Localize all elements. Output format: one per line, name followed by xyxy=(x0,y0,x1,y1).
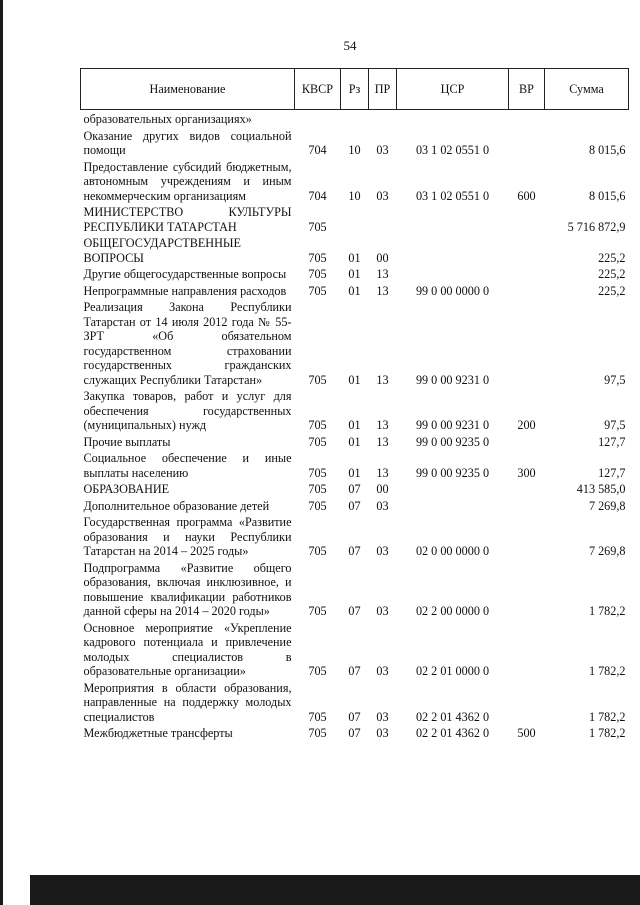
row-csr: 02 0 00 0000 0 xyxy=(415,544,490,558)
row-vr xyxy=(509,127,545,158)
row-kvsr: 705 xyxy=(308,418,327,432)
row-name: Закупка товаров, работ и услуг для обеспечения государственных (муниципальных) нужд xyxy=(83,389,292,432)
header-sum: Сумма xyxy=(545,69,629,110)
row-csr: 99 0 00 0000 0 xyxy=(415,283,490,298)
row-name: Межбюджетные трансферты xyxy=(83,726,233,740)
row-pr: 03 xyxy=(376,726,389,740)
row-kvsr: 705 xyxy=(308,664,327,678)
row-csr: 99 0 00 9231 0 xyxy=(415,372,490,387)
table-row xyxy=(81,127,629,158)
header-kvsr: КВСР xyxy=(295,69,341,110)
row-name: МИНИСТЕРСТВО КУЛЬТУРЫ РЕСПУБЛИКИ ТАТАРСТАН xyxy=(83,205,292,234)
row-pr: 03 xyxy=(376,143,389,157)
table-row xyxy=(81,679,629,725)
row-kvsr: 705 xyxy=(308,250,327,265)
row-vr xyxy=(509,513,545,559)
row-sum: 127,7 xyxy=(598,434,626,449)
row-rz: 07 xyxy=(348,482,361,496)
row-pr: 00 xyxy=(376,250,389,265)
table-header-row xyxy=(81,69,629,110)
row-vr xyxy=(509,203,545,234)
row-vr xyxy=(509,497,545,514)
row-name: Государственная программа «Развитие образования и науки Республики Татарстан на 2014 – 2025 годы» xyxy=(83,515,292,558)
row-pr: 03 xyxy=(376,498,389,513)
scan-bottom-edge xyxy=(30,875,640,905)
row-csr: 02 2 00 0000 0 xyxy=(415,604,490,618)
table-row xyxy=(81,433,629,450)
row-rz: 07 xyxy=(348,498,361,513)
row-rz: 10 xyxy=(348,188,361,203)
row-rz xyxy=(341,110,369,127)
row-sum: 1 782,2 xyxy=(588,709,626,724)
row-pr: 13 xyxy=(376,372,389,387)
row-name: ОБЩЕГОСУДАРСТВЕННЫЕ ВОПРОСЫ xyxy=(83,236,241,265)
row-csr: 03 1 02 0551 0 xyxy=(415,188,490,203)
row-kvsr: 705 xyxy=(308,465,327,480)
row-kvsr: 705 xyxy=(308,482,327,496)
row-sum: 7 269,8 xyxy=(588,544,626,558)
row-pr: 03 xyxy=(376,544,389,558)
row-vr xyxy=(509,282,545,299)
row-name: Реализация Закона Республики Татарстан от 14 июля 2012 года № 55-ЗРТ «Об обязательном государственном страховании государственных гражданских служащих Республики Татарстан» xyxy=(83,300,292,387)
row-sum xyxy=(545,110,629,127)
row-csr: 02 2 01 0000 0 xyxy=(415,664,490,678)
row-vr xyxy=(509,298,545,387)
row-pr: 13 xyxy=(376,283,389,298)
row-sum: 127,7 xyxy=(598,465,626,480)
table-row xyxy=(81,387,629,433)
table-row xyxy=(81,234,629,265)
table-row xyxy=(81,724,629,741)
row-sum: 7 269,8 xyxy=(588,498,626,513)
row-pr: 00 xyxy=(376,482,389,496)
row-pr: 13 xyxy=(376,465,389,480)
table-row xyxy=(81,298,629,387)
row-name: Социальное обеспечение и иные выплаты населению xyxy=(83,451,292,480)
row-kvsr: 705 xyxy=(308,544,327,558)
row-sum: 97,5 xyxy=(604,418,626,432)
table-row xyxy=(81,480,629,497)
row-rz: 01 xyxy=(348,283,361,298)
row-rz: 07 xyxy=(348,709,361,724)
row-kvsr: 705 xyxy=(308,604,327,618)
row-rz: 10 xyxy=(348,143,361,157)
row-pr: 03 xyxy=(376,188,389,203)
row-kvsr: 704 xyxy=(308,188,327,203)
row-csr: 03 1 02 0551 0 xyxy=(415,143,490,157)
row-sum: 1 782,2 xyxy=(588,664,626,678)
row-name: Оказание других видов социальной помощи xyxy=(83,128,292,157)
row-sum: 8 015,6 xyxy=(588,188,626,203)
table-row xyxy=(81,158,629,204)
row-name: образовательных организациях» xyxy=(83,112,252,126)
row-csr xyxy=(397,234,509,265)
row-sum: 8 015,6 xyxy=(588,143,626,157)
row-kvsr: 705 xyxy=(308,709,327,724)
row-pr: 03 xyxy=(376,709,389,724)
table-row xyxy=(81,265,629,282)
row-csr xyxy=(397,110,509,127)
row-pr: 13 xyxy=(376,267,389,281)
row-csr xyxy=(397,480,509,497)
row-name: Мероприятия в области образования, направленные на поддержку молодых специалистов xyxy=(83,680,292,724)
row-pr xyxy=(369,203,397,234)
row-name: Непрограммные направления расходов xyxy=(83,283,287,298)
row-vr xyxy=(509,619,545,679)
row-sum: 1 782,2 xyxy=(588,726,626,740)
row-rz: 01 xyxy=(348,267,361,281)
table-row xyxy=(81,497,629,514)
table-row xyxy=(81,619,629,679)
row-csr xyxy=(397,265,509,282)
row-pr: 13 xyxy=(376,434,389,449)
row-name: Дополнительное образование детей xyxy=(83,498,270,513)
header-pr: ПР xyxy=(369,69,397,110)
row-sum: 225,2 xyxy=(598,267,626,281)
row-csr: 99 0 00 9235 0 xyxy=(415,465,490,480)
row-pr: 13 xyxy=(376,418,389,432)
table-row xyxy=(81,282,629,299)
row-vr xyxy=(509,433,545,450)
row-vr: 600 xyxy=(517,188,536,203)
table-row xyxy=(81,559,629,619)
row-vr xyxy=(509,679,545,725)
row-kvsr: 705 xyxy=(308,219,327,234)
row-rz: 01 xyxy=(348,372,361,387)
row-kvsr: 704 xyxy=(308,143,327,157)
row-vr xyxy=(509,480,545,497)
row-rz: 01 xyxy=(348,434,361,449)
row-sum: 5 716 872,9 xyxy=(567,219,626,234)
row-sum: 413 585,0 xyxy=(576,482,626,496)
row-kvsr: 705 xyxy=(308,283,327,298)
header-name: Наименование xyxy=(81,69,295,110)
row-kvsr: 705 xyxy=(308,372,327,387)
budget-table xyxy=(80,68,629,741)
row-vr: 200 xyxy=(517,418,536,432)
row-sum: 97,5 xyxy=(604,372,626,387)
row-vr xyxy=(509,559,545,619)
row-rz: 07 xyxy=(348,726,361,740)
table-row xyxy=(81,203,629,234)
row-rz: 01 xyxy=(348,250,361,265)
row-csr xyxy=(397,203,509,234)
row-kvsr: 705 xyxy=(308,726,327,740)
row-name: ОБРАЗОВАНИЕ xyxy=(83,482,170,496)
scan-left-edge xyxy=(0,0,3,905)
row-kvsr: 705 xyxy=(308,267,327,281)
table-row xyxy=(81,110,629,127)
row-name: Подпрограмма «Развитие общего образования, включая инклюзивное, и повышение квалификации работников данной сферы на 2014 – 2020 годы» xyxy=(83,560,292,618)
table-row xyxy=(81,449,629,480)
row-name: Предоставление субсидий бюджетным, автономным учреждениям и иным некоммерческим организациям xyxy=(83,159,292,203)
row-rz: 07 xyxy=(348,544,361,558)
page-number: 54 xyxy=(343,38,357,53)
row-rz: 01 xyxy=(348,418,361,432)
row-vr: 500 xyxy=(517,726,536,740)
row-pr: 03 xyxy=(376,664,389,678)
table-row xyxy=(81,513,629,559)
row-kvsr: 705 xyxy=(308,434,327,449)
row-csr: 02 2 01 4362 0 xyxy=(415,709,490,724)
row-sum: 225,2 xyxy=(598,250,626,265)
row-kvsr xyxy=(295,110,341,127)
row-sum: 1 782,2 xyxy=(588,604,626,618)
row-vr xyxy=(509,265,545,282)
row-vr: 300 xyxy=(517,465,536,480)
row-csr xyxy=(397,497,509,514)
row-pr: 03 xyxy=(376,604,389,618)
row-kvsr: 705 xyxy=(308,498,327,513)
row-rz xyxy=(341,203,369,234)
header-csr: ЦСР xyxy=(397,69,509,110)
header-vr: ВР xyxy=(509,69,545,110)
row-name: Другие общегосударственные вопросы xyxy=(83,267,287,281)
row-csr: 02 2 01 4362 0 xyxy=(415,726,490,740)
row-rz: 07 xyxy=(348,604,361,618)
row-rz: 01 xyxy=(348,465,361,480)
header-rz: Рз xyxy=(341,69,369,110)
row-csr: 99 0 00 9235 0 xyxy=(415,434,490,449)
row-name: Прочие выплаты xyxy=(83,434,171,449)
table-body xyxy=(81,110,629,741)
row-vr xyxy=(509,234,545,265)
row-name: Основное мероприятие «Укрепление кадрового потенциала и привлечение молодых специалистов в образовательные организации» xyxy=(83,620,292,678)
row-csr: 99 0 00 9231 0 xyxy=(415,418,490,432)
row-vr xyxy=(509,110,545,127)
row-sum: 225,2 xyxy=(598,283,626,298)
row-pr xyxy=(369,110,397,127)
row-rz: 07 xyxy=(348,664,361,678)
